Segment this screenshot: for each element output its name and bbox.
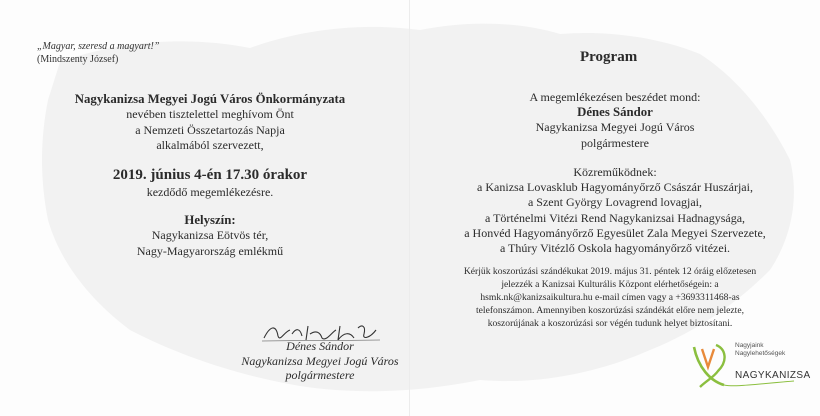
speaker-block [430, 90, 800, 151]
event-date-suffix: kezdődő megemlékezésre. [146, 185, 274, 199]
invitation-line-3: alkalmából szervezett, [156, 138, 264, 153]
speaker-name: Dénes Sándor [577, 105, 653, 120]
speaker-title-1: Nagykanizsa Megyei Jogú Város [535, 120, 695, 135]
participant-item: a Történelmi Vitézi Rend Nagykanizsai Hadnagysága, [484, 210, 746, 225]
program-title: Program [580, 49, 638, 65]
note-line: koszorújának a koszorúzási sor végén tudunk helyet biztosítani. [487, 318, 733, 330]
logo-tagline-2: Nagylehetőségek [735, 349, 786, 357]
quote-author: (Mindszenty József) [37, 54, 119, 65]
event-date-block [45, 166, 375, 200]
speaker-title-2: polgármestere [581, 135, 649, 150]
participants-label: Közreműködnek: [573, 165, 657, 179]
logo-tagline-1: Nagyjaink [735, 342, 764, 349]
signer-title-2: polgármestere [285, 368, 355, 383]
signer-title-1: Nagykanizsa Megyei Jogú Város [241, 353, 399, 368]
location-block [45, 213, 375, 259]
location-line-2: Nagy-Magyarország emlékmű [136, 243, 284, 258]
participant-item: a Honvéd Hagyományőrző Egyesület Zala Megyei Szervezete, [464, 225, 766, 240]
signature-block [170, 339, 470, 383]
signer-name: Dénes Sándor [286, 339, 354, 353]
quote-text: „Magyar, szeresd a magyart!” [37, 41, 160, 52]
speaker-intro: A megemlékezésen beszédet mond: [529, 90, 701, 104]
note-line: jelezzék a Kanizsai Kulturális Központ elérhetőségein: a [501, 279, 719, 291]
location-line-1: Nagykanizsa Eötvös tér, [151, 228, 269, 243]
invitation-line-1: nevében tisztelettel meghívom Önt [126, 107, 294, 122]
host-name: Nagykanizsa Megyei Jogú Város Önkormányzata [74, 92, 346, 106]
participant-item: a Kanizsa Lovasklub Hagyományőrző Császár Huszárjai, [477, 180, 753, 195]
participants-block [430, 165, 800, 256]
motto-quote [37, 40, 159, 66]
participant-item: a Szent György Lovagrend lovagjai, [527, 195, 703, 210]
participant-item: a Thúry Vitézlő Oskola hagyományőrző vitézei. [499, 241, 731, 256]
logo-tagline [735, 342, 785, 357]
location-label: Helyszín: [184, 213, 236, 227]
note-line: telefonszámon. Amennyiben koszorúzási szándékát előre nem jelezte, [476, 305, 744, 317]
wreath-note [420, 265, 800, 330]
note-line: hsmk.nk@kanizsaikultura.hu e-mail címen vagy a +3693311468-as [480, 292, 740, 304]
logo-name: NAGYKANIZSA [735, 370, 811, 381]
invitation-text [45, 92, 375, 154]
note-line: Kérjük koszorúzási szándékukat 2019. május 31. péntek 12 óráig előzetesen [463, 266, 757, 277]
invitation-line-2: a Nemzeti Összetartozás Napja [135, 122, 285, 137]
event-date: 2019. június 4-én 17.30 órakor [112, 167, 308, 183]
